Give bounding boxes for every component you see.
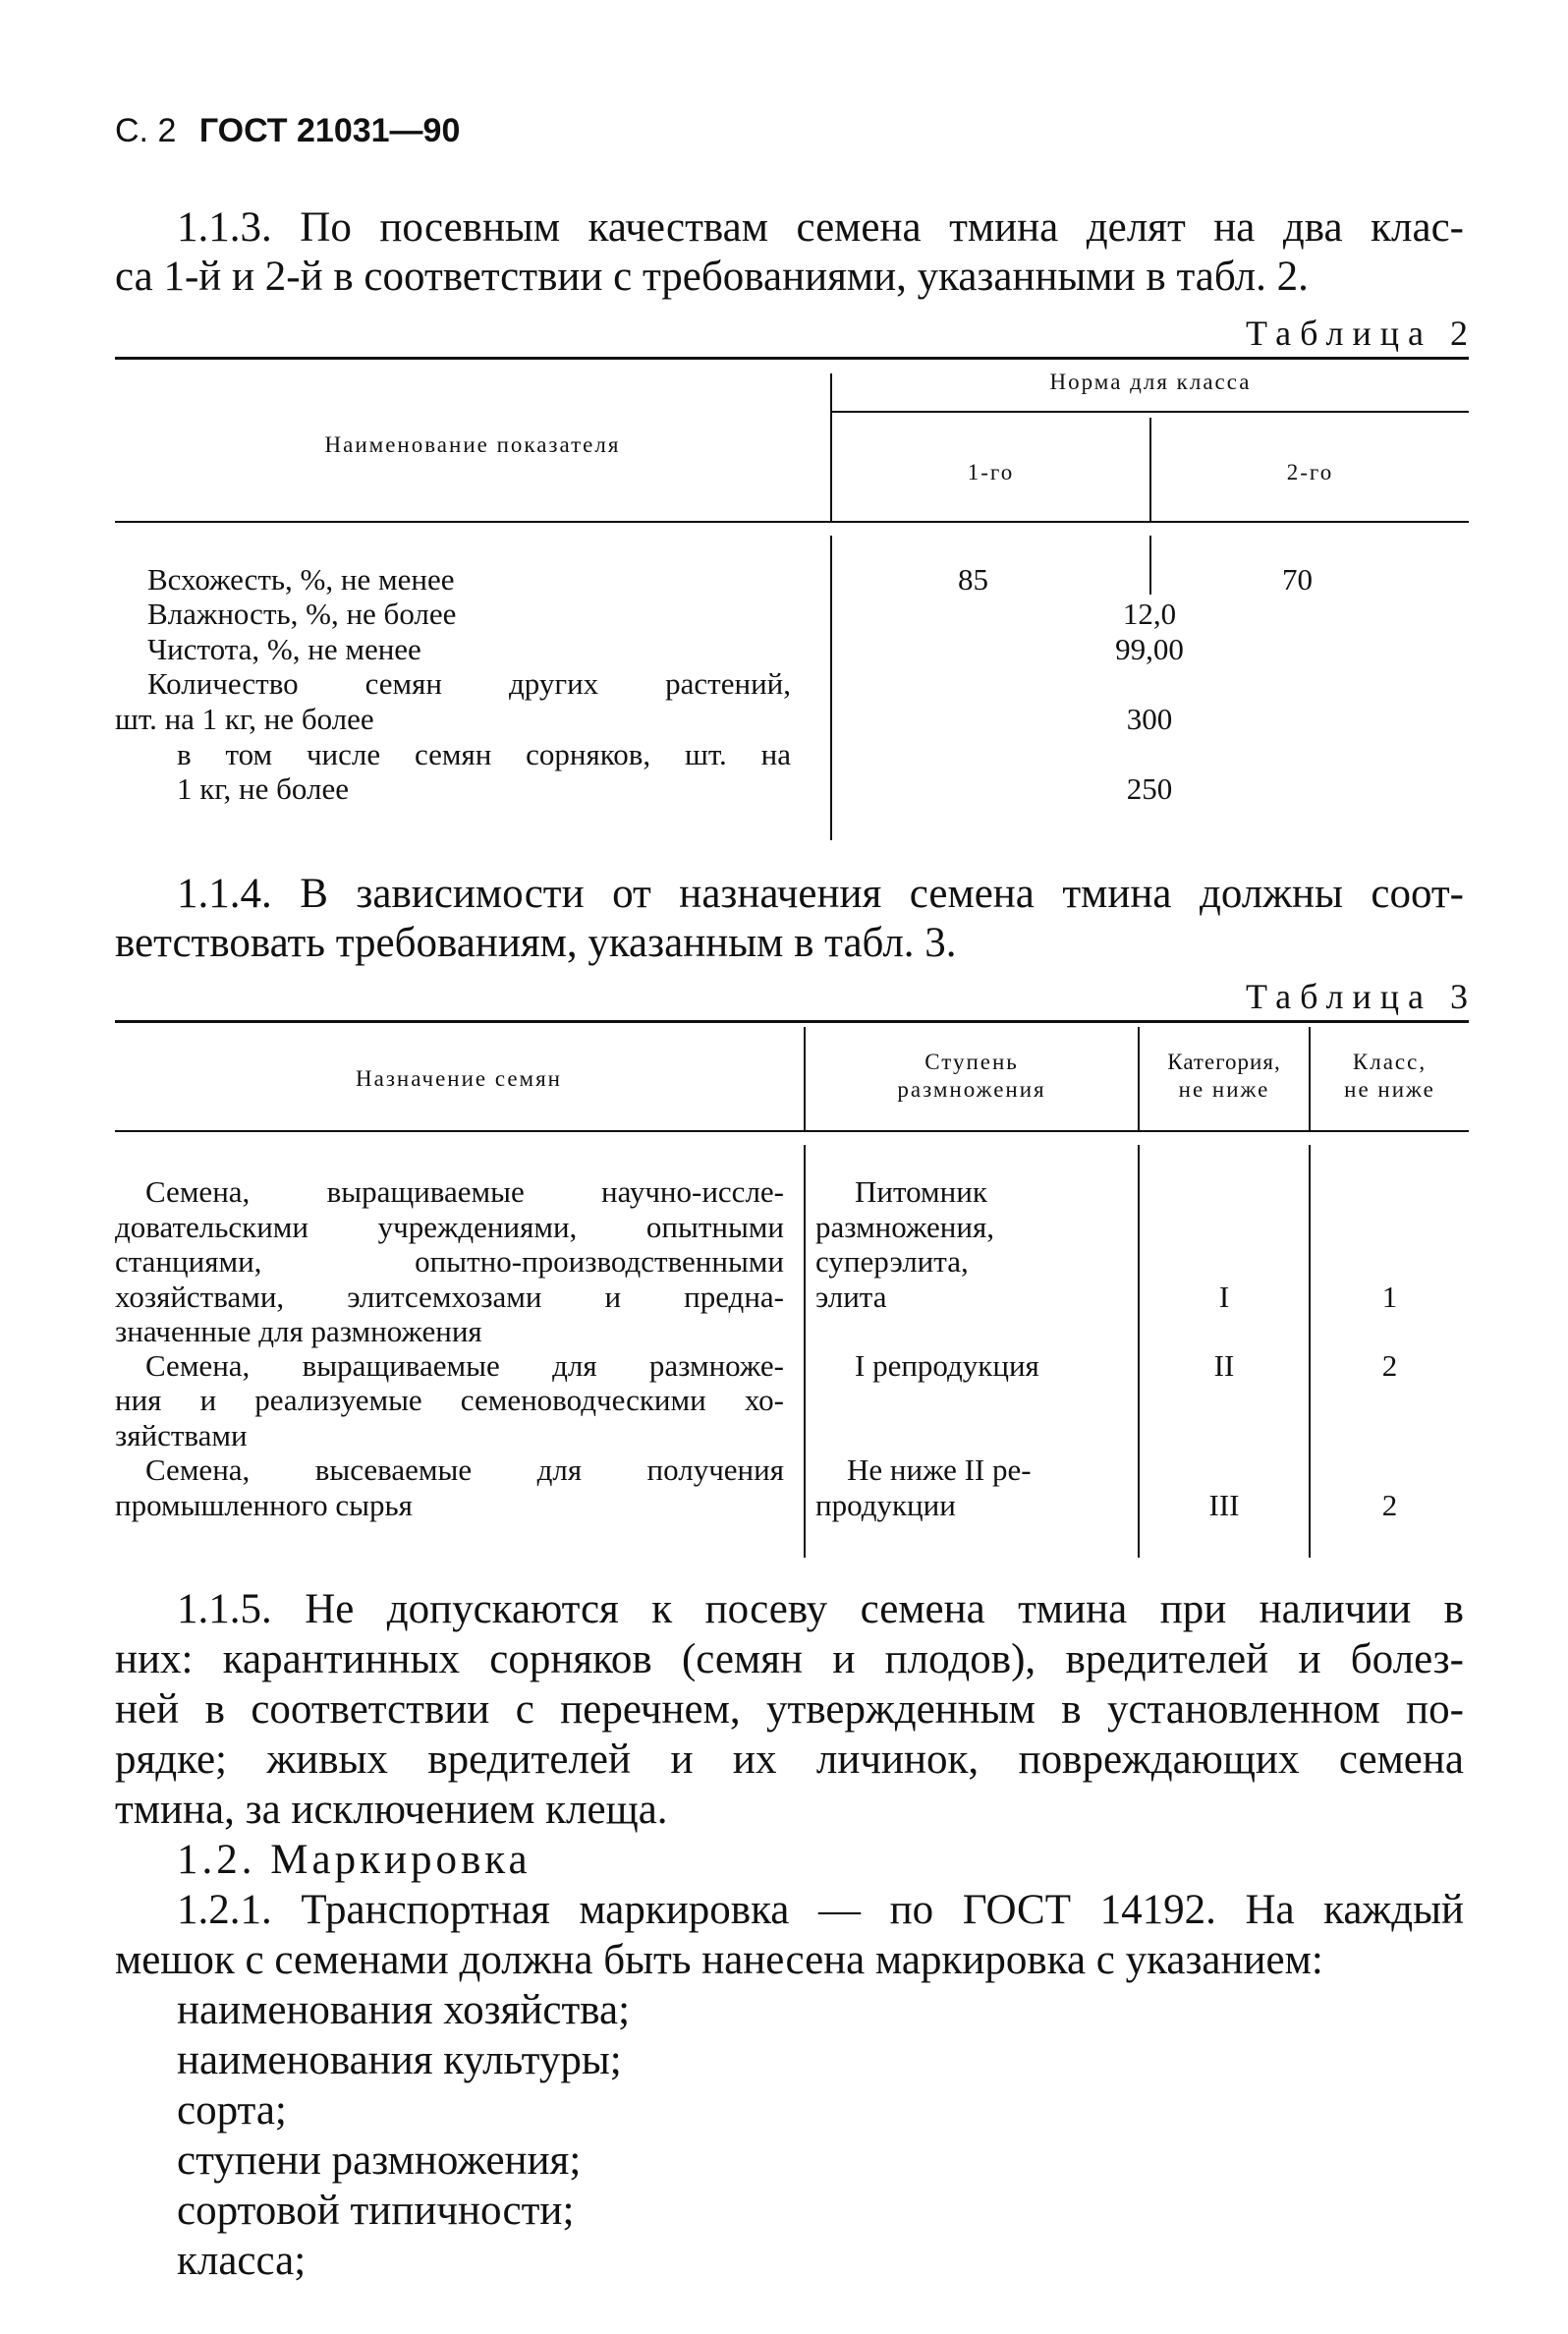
table3-header-rule <box>115 1130 1469 1132</box>
para-1-2-1-line1: 1.2.1. Транспортная маркировка — по ГОСТ 14192. На каждый <box>177 1887 1464 1933</box>
table2-top-rule <box>115 357 1469 360</box>
standard-title: ГОСТ 21031—90 <box>198 112 461 149</box>
para-1-1-5-line5: тмина, за исключением клеща. <box>115 1787 668 1833</box>
table3-row1-stage-4: элита <box>815 1280 887 1314</box>
table2-row1-label: Всхожесть, %, не менее <box>147 562 455 597</box>
list-item: ступени размножения; <box>177 2137 582 2184</box>
page-header <box>115 112 460 150</box>
table2-divider-1b <box>830 536 832 840</box>
table3-col-purpose: Назначение семян <box>356 1066 562 1091</box>
list-item: сорта; <box>177 2087 287 2134</box>
table2-row2-value: 12,0 <box>1122 597 1177 631</box>
table3-col-stage-2: размножения <box>897 1077 1046 1102</box>
table3-row2-class: 2 <box>1381 1348 1398 1383</box>
table3-row3-category: III <box>1208 1488 1240 1522</box>
table3-row2-stage-1: I репродукция <box>855 1348 1039 1383</box>
table3-row1-purpose-2: довательскими учреждениями, опытными <box>115 1210 784 1244</box>
table2-caption: Таблица 2 <box>1246 313 1477 353</box>
para-1-1-5-line3: ней в соответствии с перечнем, утвержденным в установленном по- <box>115 1686 1464 1733</box>
table2-col1: 1-го <box>967 460 1015 484</box>
table2-row4-label-2: шт. на 1 кг, не более <box>115 702 374 736</box>
table2-row1-v2: 70 <box>1282 562 1313 597</box>
table3-row1-purpose-5: значенные для размножения <box>115 1314 482 1348</box>
list-item: сортовой типичности; <box>177 2188 575 2234</box>
table3-col-category-1: Категория, <box>1167 1050 1281 1074</box>
para-1-1-5-line2: них: карантинных сорняков (семян и плодов), вредителей и болез- <box>115 1636 1464 1682</box>
table2-row5-value: 250 <box>1126 771 1173 806</box>
table3-top-rule <box>115 1020 1469 1023</box>
table3-caption: Таблица 3 <box>1246 977 1477 1016</box>
table3-row3-class: 2 <box>1381 1488 1398 1522</box>
list-item: наименования хозяйства; <box>177 1987 631 2033</box>
table3-row1-purpose-1: Семена, выращиваемые научно-иссле- <box>145 1174 784 1209</box>
table3-row3-purpose-2: промышленного сырья <box>115 1488 413 1522</box>
table3-col-stage-1: Ступень <box>924 1050 1019 1074</box>
para-1-1-3-line2: са 1-й и 2-й в соответствии с требованиями, указанными в табл. 2. <box>115 254 1309 300</box>
table2-row3-value: 99,00 <box>1115 632 1184 666</box>
section-1-2-heading: 1.2. Маркировка <box>177 1837 532 1883</box>
table2-subheader-rule <box>832 411 1469 413</box>
table3-row1-stage-3: суперэлита, <box>815 1244 969 1279</box>
table2-row4-label-1: Количество семян других растений, <box>147 666 791 701</box>
table3-row2-purpose-3: зяйствами <box>115 1418 248 1452</box>
table2-header-rule <box>115 521 1469 523</box>
table3-divider-1b <box>804 1145 806 1558</box>
table3-row2-category: II <box>1213 1348 1235 1383</box>
list-item: наименования культуры; <box>177 2037 622 2083</box>
table2-col2: 2-го <box>1286 460 1334 484</box>
table3-row2-purpose-2: ния и реализуемые семеноводческими хо- <box>115 1383 784 1417</box>
table2-row4-value: 300 <box>1126 702 1173 736</box>
table2-row5-label-2: 1 кг, не более <box>177 771 349 806</box>
table3-row1-stage-1: Питомник <box>855 1174 987 1209</box>
table3-row3-stage-1: Не ниже II ре- <box>847 1452 1032 1487</box>
table2-row5-label-1: в том числе семян сорняков, шт. на <box>177 737 791 771</box>
table3-row1-class: 1 <box>1381 1280 1398 1314</box>
table2-row3-label: Чистота, %, не менее <box>147 632 421 666</box>
table2-row1-v1: 85 <box>958 562 988 597</box>
table2-row2-label: Влажность, %, не более <box>147 597 457 631</box>
table3-row2-purpose-1: Семена, выращиваемые для размноже- <box>145 1348 784 1383</box>
table2-divider-2b <box>1149 536 1151 595</box>
table3-col-class-2: не ниже <box>1344 1077 1435 1102</box>
table3-row1-purpose-4: хозяйствами, элитсемхозами и предна- <box>115 1280 784 1314</box>
para-1-1-4-line2: ветствовать требованиям, указанным в табл. 3. <box>115 920 957 966</box>
table3-col-class-1: Класс, <box>1352 1050 1428 1074</box>
list-item: класса; <box>177 2238 307 2284</box>
page-number: С. 2 <box>115 112 177 149</box>
table3-row3-purpose-1: Семена, высеваемые для получения <box>145 1452 784 1487</box>
para-1-2-1-line2: мешок с семенами должна быть нанесена маркировка с указанием: <box>115 1937 1323 1983</box>
table3-row1-purpose-3: станциями, опытно-производственными <box>115 1244 784 1279</box>
table3-col-category-2: не ниже <box>1178 1077 1270 1102</box>
para-1-1-5-line1: 1.1.5. Не допускаются к посеву семена тмина при наличии в <box>177 1586 1464 1632</box>
para-1-1-5-line4: рядке; живых вредителей и их личинок, повреждающих семена <box>115 1736 1464 1783</box>
table3-row1-category: I <box>1218 1280 1230 1314</box>
table3-row1-stage-2: размножения, <box>815 1210 994 1244</box>
para-1-1-3-line1: 1.1.3. По посевным качествам семена тмина делят на два клас- <box>177 204 1464 251</box>
table3-row3-stage-2: продукции <box>815 1488 956 1522</box>
table2-divider-1 <box>830 373 832 521</box>
table2-col-name: Наименование показателя <box>324 432 621 457</box>
para-1-1-4-line1: 1.1.4. В зависимости от назначения семена тмина должны соот- <box>177 871 1464 917</box>
table2-group-header: Норма для класса <box>1049 370 1252 394</box>
